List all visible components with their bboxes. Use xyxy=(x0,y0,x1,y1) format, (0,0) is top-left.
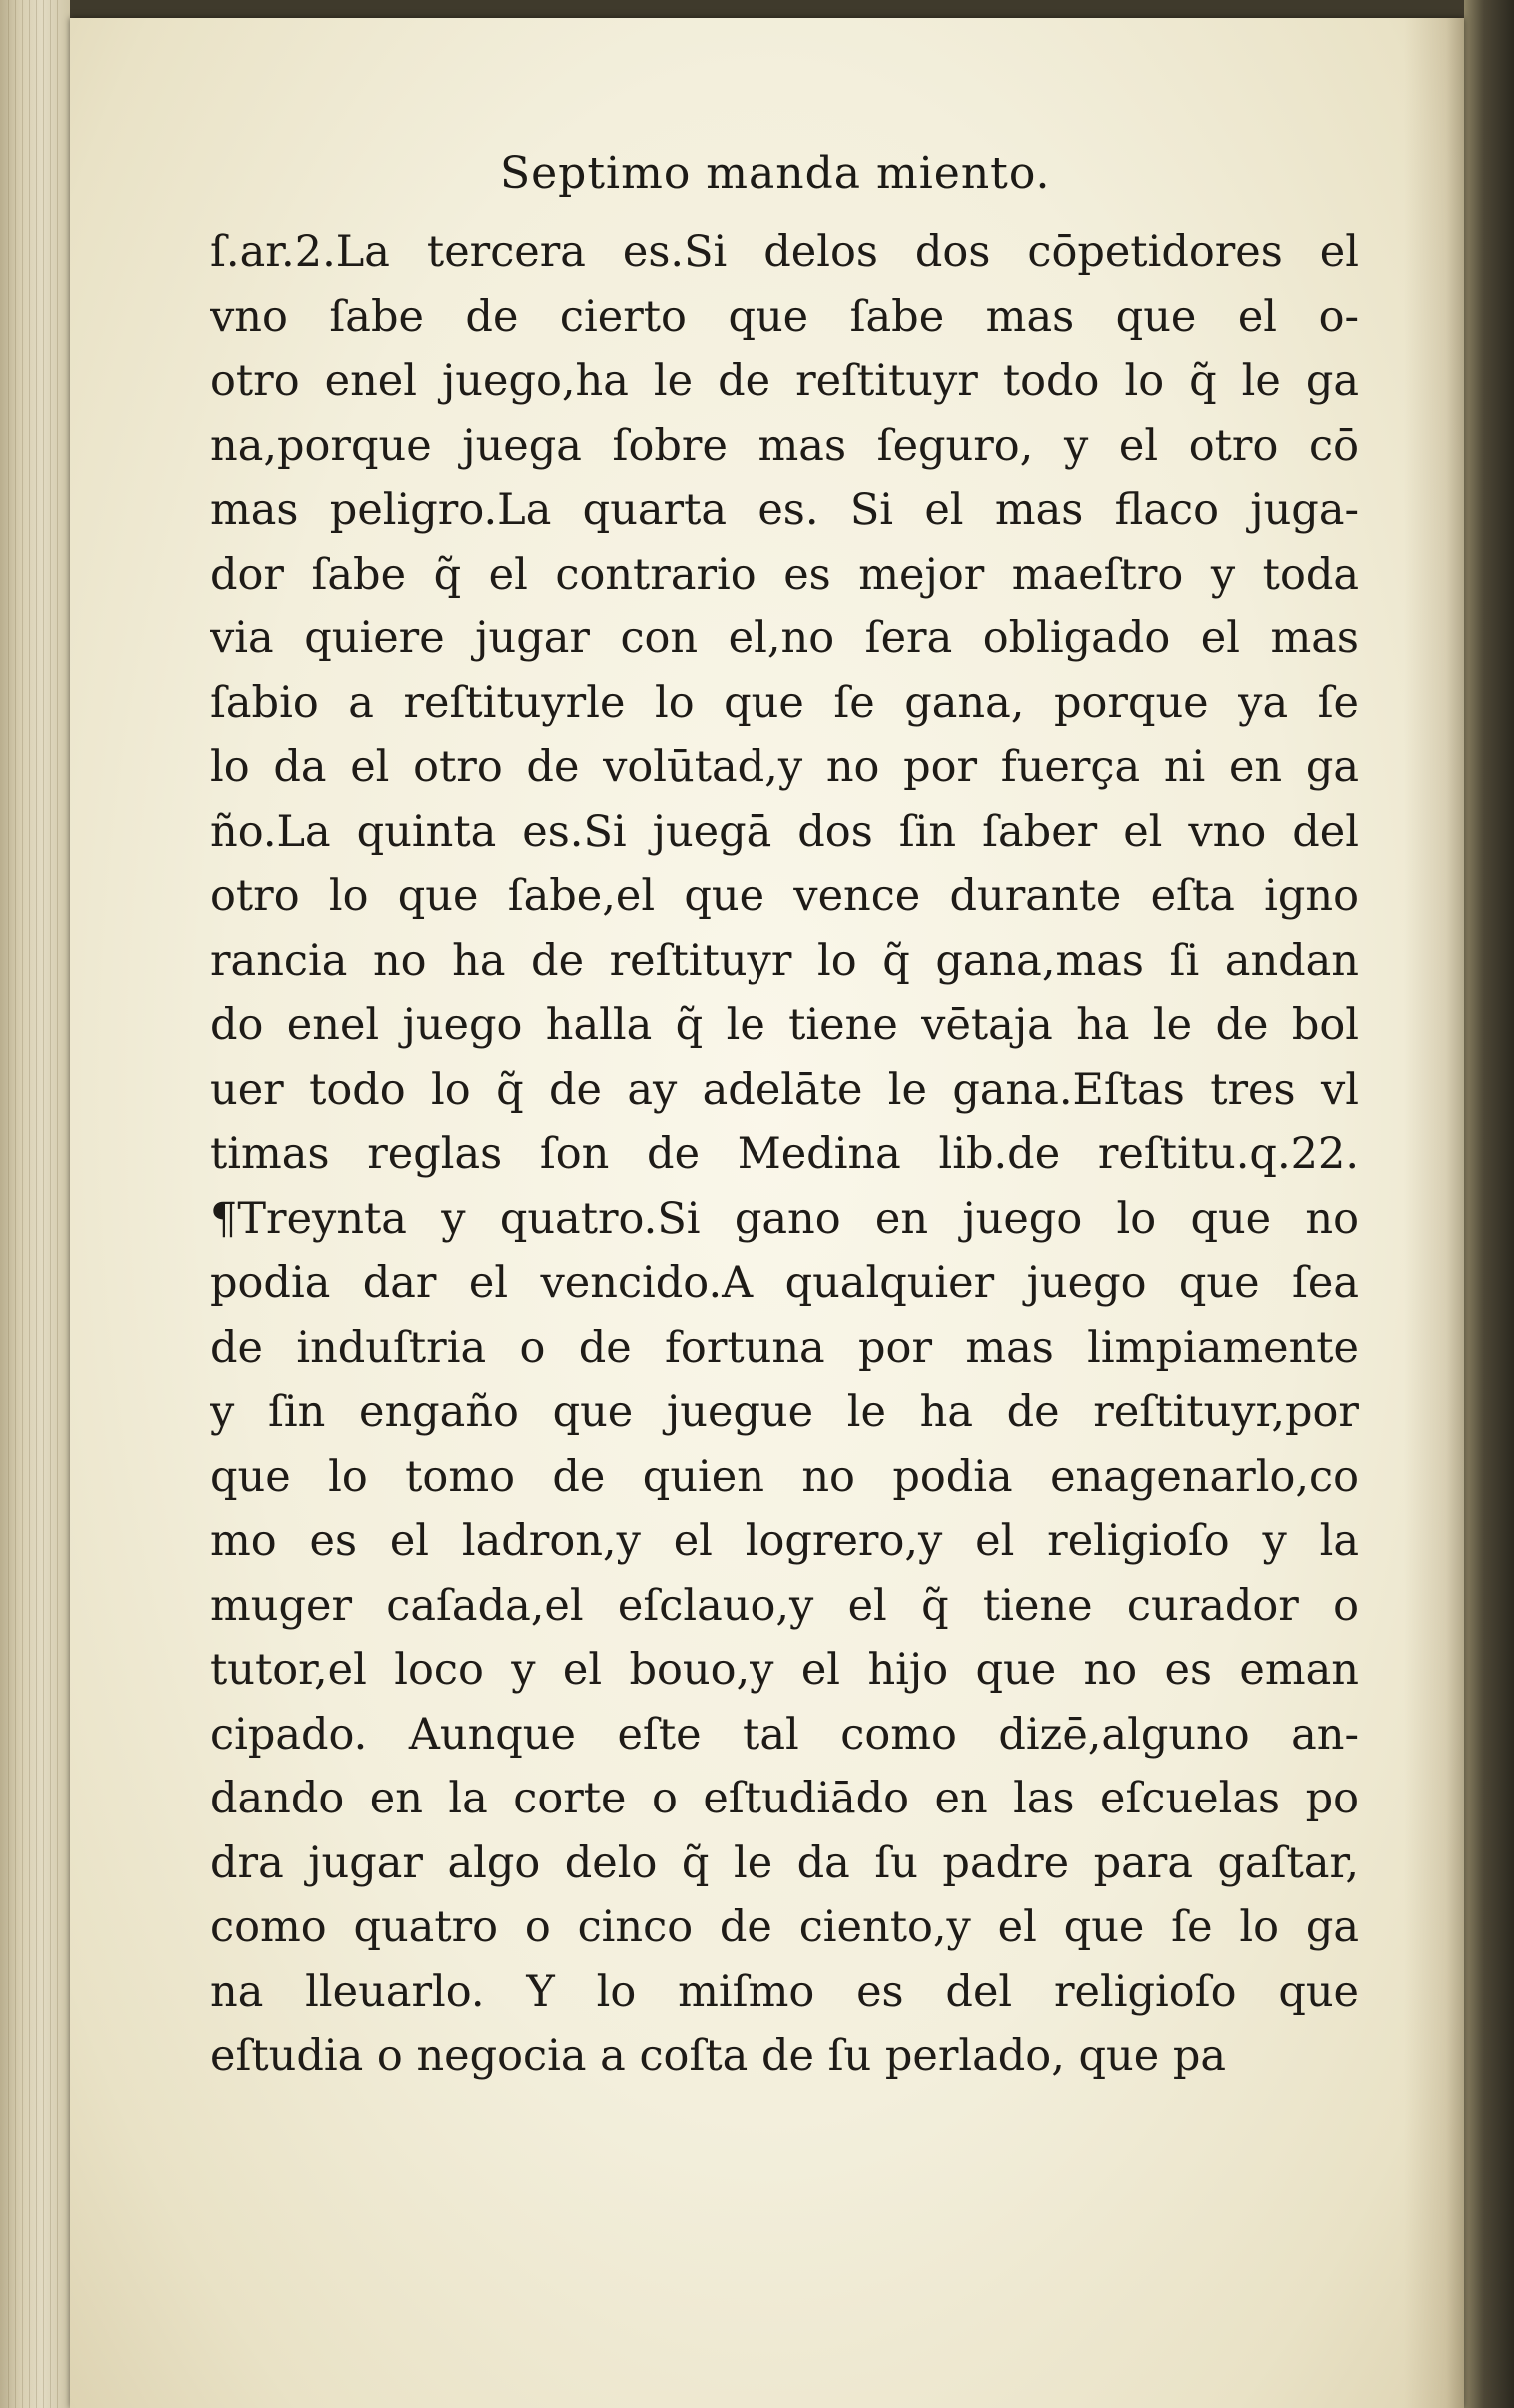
text-line: mo es el ladron,y el logrero,y el religioſo y la xyxy=(210,1516,1359,1566)
page-stack-lines xyxy=(8,0,58,2408)
page-shadow-edge xyxy=(1404,18,1464,2408)
running-head: Septimo manda miento. xyxy=(500,148,1051,199)
book-spine-edge xyxy=(0,0,70,2408)
text-line: otro lo que ſabe,el que vence durante eſta igno xyxy=(210,871,1359,921)
text-line: mas peligro.La quarta es. Si el mas flaco juga- xyxy=(210,485,1359,535)
text-line: ſabio a reſtituyrle lo que ſe gana, porque ya ſe xyxy=(210,677,1359,728)
text-line: uer todo lo q̃ de ay adelāte le gana.Eſtas tres vl xyxy=(210,1064,1359,1115)
text-line: tutor,el loco y el bouo,y el hijo que no es eman xyxy=(210,1645,1359,1695)
text-line: y ſin engaño que juegue le ha de reſtituyr,por xyxy=(210,1387,1359,1437)
book-cover-edge xyxy=(1464,0,1514,2408)
text-line: cipado. Aunque eſte tal como dizē,alguno an- xyxy=(210,1709,1359,1760)
text-line: vno ſabe de cierto que ſabe mas que el o- xyxy=(210,291,1359,342)
text-line: como quatro o cinco de ciento,y el que ſe lo ga xyxy=(210,1902,1359,1952)
text-line: dra jugar algo delo q̃ le da ſu padre para gaſtar, xyxy=(210,1837,1359,1888)
body-text xyxy=(210,220,1359,2089)
text-line: ¶Treynta y quatro.Si gano en juego lo que no xyxy=(210,1193,1359,1244)
text-line: dor ſabe q̃ el contrario es mejor maeſtro y toda xyxy=(210,549,1359,600)
text-line: rancia no ha de reſtituyr lo q̃ gana,mas ſi andan xyxy=(210,935,1359,986)
text-line: podia dar el vencido.A qualquier juego que ſea xyxy=(210,1258,1359,1308)
text-line: que lo tomo de quien no podia enagenarlo,co xyxy=(210,1451,1359,1502)
text-line: na,porque juega ſobre mas ſeguro, y el otro cō xyxy=(210,420,1359,471)
text-line: do enel juego halla q̃ le tiene vētaja ha le de bol xyxy=(210,1000,1359,1050)
text-line: muger caſada,el eſclauo,y el q̃ tiene curador o xyxy=(210,1580,1359,1631)
text-line: dando en la corte o eſtudiādo en las eſcuelas po xyxy=(210,1774,1359,1823)
text-line: timas reglas ſon de Medina lib.de reſtitu.q.22. xyxy=(210,1129,1359,1179)
text-line: de induſtria o de fortuna por mas limpiamente xyxy=(210,1322,1359,1373)
text-line: via quiere jugar con el,no ſera obligado el mas xyxy=(210,613,1359,663)
text-line: eſtudia o negocia a coſta de ſu perlado, que pa xyxy=(210,2031,1227,2081)
text-line: otro enel juego,ha le de reſtituyr todo lo q̃ le ga xyxy=(210,356,1359,406)
text-line: ſ.ar.2.La tercera es.Si delos dos cōpetidores el xyxy=(210,227,1359,277)
text-line: na lleuarlo. Y lo miſmo es del religioſo que xyxy=(210,1966,1359,2017)
text-line: ño.La quinta es.Si juegā dos ſin ſaber el vno del xyxy=(210,806,1359,857)
text-line: lo da el otro de volūtad,y no por fuerça ni en ga xyxy=(210,742,1359,792)
